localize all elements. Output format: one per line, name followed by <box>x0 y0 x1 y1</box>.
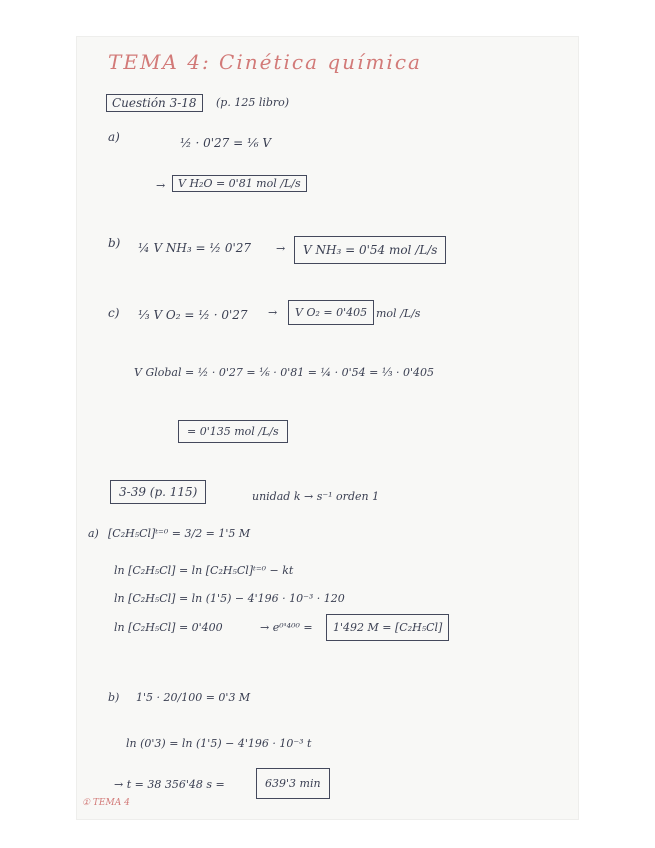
rate-substitution: ln [C₂H₅Cl] = ln (1'5) − 4'196 · 10⁻³ · 120 <box>114 592 345 605</box>
part-label-c: c) <box>108 306 120 320</box>
arrow: → <box>268 306 278 319</box>
part-label-b: b) <box>108 236 121 250</box>
result-b: V NH₃ = 0'54 mol /L/s <box>294 236 446 264</box>
log-result: ln [C₂H₅Cl] = 0'400 <box>114 621 223 634</box>
page-footer: ① TEMA 4 <box>82 798 130 808</box>
time-result-step: → t = 38 356'48 s = <box>114 778 225 791</box>
time-equation: ln (0'3) = ln (1'5) − 4'196 · 10⁻³ t <box>126 737 312 750</box>
target-concentration: 1'5 · 20/100 = 0'3 M <box>136 691 251 704</box>
initial-concentration: [C₂H₅Cl]ᵗ⁼⁰ = 3/2 = 1'5 M <box>108 527 251 540</box>
global-rate-result: = 0'135 mol /L/s <box>178 420 288 443</box>
equation-c: ⅓ V O₂ = ½ · 0'27 <box>138 308 248 322</box>
part-label-b: b) <box>108 691 120 704</box>
exponent-step: → e⁰'⁴⁰⁰ = <box>260 621 313 634</box>
arrow: → <box>276 242 286 255</box>
arrow: → <box>156 179 166 192</box>
result-c: V O₂ = 0'405 <box>288 300 374 325</box>
result-c-unit: mol /L/s <box>376 307 421 320</box>
result-a: V H₂O = 0'81 mol /L/s <box>172 175 307 192</box>
result-time: 639'3 min <box>256 768 330 799</box>
integrated-rate-law: ln [C₂H₅Cl] = ln [C₂H₅Cl]ᵗ⁼⁰ − kt <box>114 564 294 577</box>
order-note: unidad k → s⁻¹ orden 1 <box>252 490 380 503</box>
page-reference: (p. 125 libro) <box>216 96 290 109</box>
question-header: Cuestión 3-18 <box>106 94 203 112</box>
equation-b: ¼ V NH₃ = ½ 0'27 <box>138 241 252 255</box>
question-header: 3-39 (p. 115) <box>110 480 206 504</box>
notebook-page <box>76 36 579 820</box>
equation-a: ½ · 0'27 = ⅙ V <box>180 136 272 150</box>
page-title: TEMA 4: Cinética química <box>108 50 422 74</box>
global-rate-equation: V Global = ½ · 0'27 = ⅙ · 0'81 = ¼ · 0'54 = ⅓ · 0'405 <box>134 366 435 379</box>
result-concentration: 1'492 M = [C₂H₅Cl] <box>326 614 449 641</box>
part-label-a: a) <box>108 130 120 144</box>
part-label-a: a) <box>88 527 99 540</box>
